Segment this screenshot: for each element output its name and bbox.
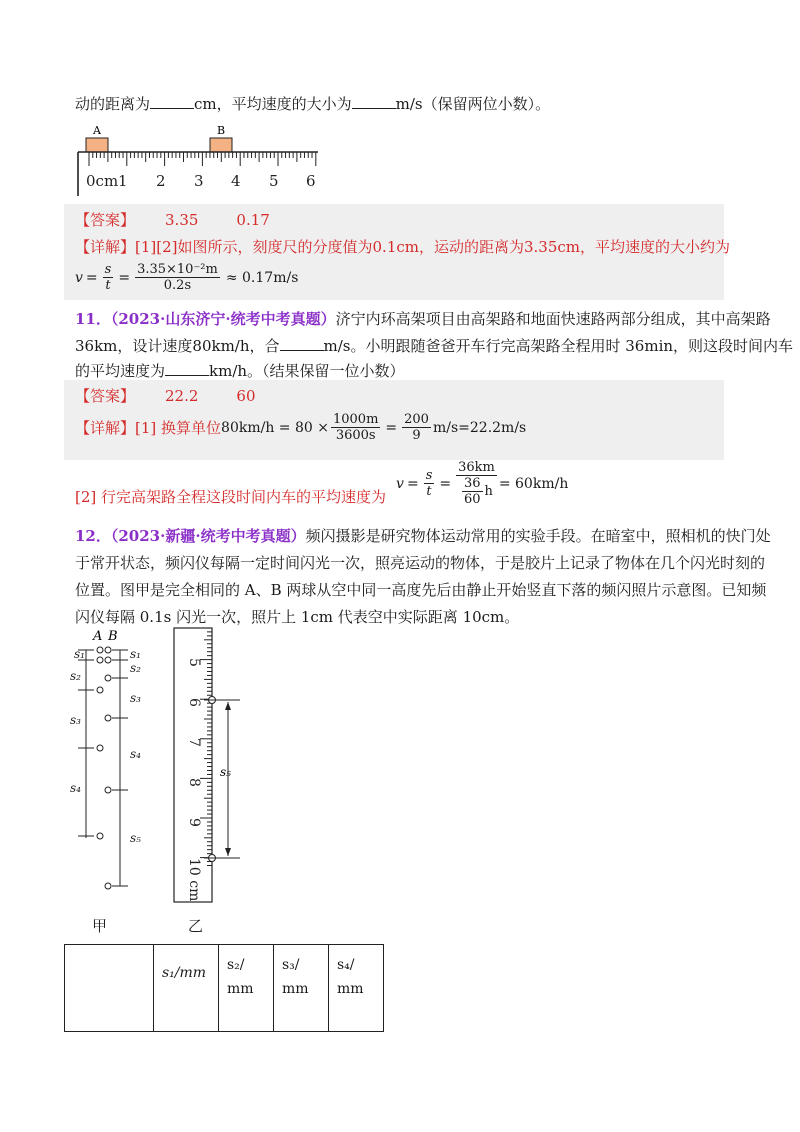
ruler-figure — [70, 118, 330, 198]
table-cell: s₁/mm — [154, 945, 219, 1032]
svg-text:s₂: s₂ — [70, 669, 81, 683]
svg-text:s₃: s₃ — [70, 713, 81, 727]
table-cell — [65, 945, 154, 1032]
q12-line4: 闪仪每隔 0.1s 闪光一次，照片上 1cm 代表空中实际距离 10cm。 — [75, 608, 520, 626]
answer-line: 【答案】 22.2 60 — [75, 387, 256, 405]
answer-line: 【答案】 3.35 0.17 — [75, 211, 270, 229]
tick-label: 5 — [269, 172, 279, 190]
svg-text:7: 7 — [186, 738, 202, 747]
table-cell: s₄/ mm — [329, 945, 384, 1032]
label-b: B — [108, 629, 118, 644]
label-a: A — [93, 629, 103, 644]
table-cell: s₂/ mm — [219, 945, 274, 1032]
data-table — [64, 944, 384, 1032]
svg-text:9: 9 — [186, 818, 202, 827]
q11-line2: 36km，设计速度80km/h，合 m/s。小明跟随爸爸开车行完高架路全程用时 36min，则这段时间内车 — [75, 337, 794, 355]
tick-label: 2 — [156, 172, 166, 190]
tick-label: 3 — [194, 172, 204, 190]
velocity-formula: v = $\frac{s}{t}$ = $\frac{\text{3.35×10⁻²m}}{0.2s}$ ≈ 0.17m/s — [75, 262, 299, 293]
detail-line: 【详解】 [1] 换算单位 80km/h = 80 × $\frac{1000m}{3600s}$ = $\frac{200}{9}$ m/s=22.2m/s — [75, 412, 527, 443]
svg-text:5: 5 — [186, 658, 202, 667]
figure-yi — [168, 626, 248, 906]
svg-text:s₄: s₄ — [130, 747, 141, 761]
svg-text:s₃: s₃ — [130, 691, 141, 705]
q12-line2: 于常开状态，频闪仪每隔一定时间闪光一次，照亮运动的物体，于是胶片上记录了物体在几个闪光时刻的 — [75, 554, 766, 572]
tick-label: 6 — [306, 172, 316, 190]
svg-text:6: 6 — [186, 698, 202, 707]
caption-yi: 乙 — [188, 917, 204, 935]
svg-text:s₅: s₅ — [130, 831, 141, 845]
svg-text:s₅: s₅ — [220, 765, 231, 779]
question-tail-line: 动的距离为 cm，平均速度的大小为 m/s（保留两位小数）。 — [75, 95, 551, 113]
detail-line: 【详解】[1][2]如图所示，刻度尺的分度值为0.1cm，运动的距离为3.35cm，平均速度的大小约为 — [75, 238, 731, 256]
q12-line3: 位置。图甲是完全相同的 A、B 两球从空中同一高度先后由静止开始竖直下落的频闪照片示意图。已知频 — [75, 581, 767, 599]
q12-line1: 12．（2023·新疆·统考中考真题）频闪摄影是研究物体运动常用的实验手段。在暗室中，照相机的快门处 — [75, 527, 771, 545]
svg-text:8: 8 — [186, 778, 202, 787]
table-cell: s₃/ mm — [274, 945, 329, 1032]
tick-label: 4 — [231, 172, 241, 190]
q11-line3: 的平均速度为 km/h。（结果保留一位小数） — [75, 362, 405, 380]
figure-jia — [66, 628, 166, 928]
label-b: B — [216, 124, 226, 137]
svg-text:10 cm: 10 cm — [186, 858, 202, 902]
tick-label: 1 — [118, 172, 128, 190]
detail-line-2: [2] 行完高架路全程这段时间内车的平均速度为 v = $\frac{s}{t}$ = 36km $\frac{36}{60}$ h = 60km/h — [75, 460, 569, 507]
svg-text:s₂: s₂ — [130, 661, 141, 675]
svg-text:s₁: s₁ — [74, 647, 85, 661]
tick-label: 0cm — [86, 172, 119, 190]
svg-text:s₁: s₁ — [130, 647, 141, 661]
q11-line1: 11．（2023·山东济宁·统考中考真题）济宁内环高架项目由高架路和地面快速路两部分组成，其中高架路 — [75, 310, 771, 328]
caption-jia: 甲 — [92, 917, 108, 935]
label-a: A — [93, 124, 101, 137]
svg-text:s₄: s₄ — [70, 781, 81, 795]
